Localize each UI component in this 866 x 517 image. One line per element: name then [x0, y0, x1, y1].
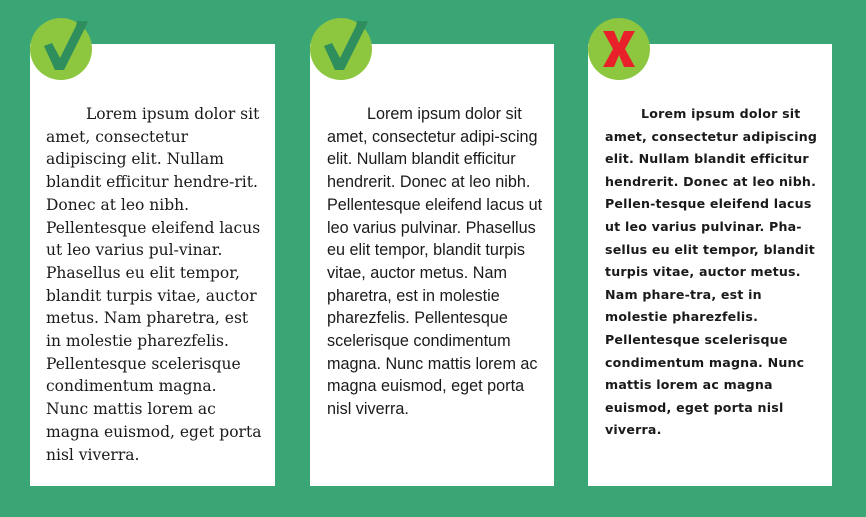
- text-panel-display: [588, 44, 832, 486]
- check-badge: [310, 18, 372, 80]
- text-panel-serif: [30, 44, 275, 486]
- cross-badge: [588, 18, 650, 80]
- check-icon: [30, 18, 92, 80]
- check-icon: [310, 18, 372, 80]
- cross-icon: [588, 18, 650, 80]
- sample-paragraph: Lorem ipsum dolor sit amet, consectetur adipi-scing elit. Nullam blandit efficitur hendrerit. Donec at leo nibh. Pellentesque eleifend lacus ut leo varius pulvinar. Phasellus eu elit tempor, blandit turpis vitae, auctor metus. Nam pharetra, est in molestie pharezfelis. Pellentesque scelerisque condimentum magna. Nunc mattis lorem ac magna euismod, eget porta nisl viverra.: [327, 105, 543, 419]
- sample-paragraph: Lorem ipsum dolor sit amet, consectetur adipiscing elit. Nullam blandit efficitur hendre-rit. Donec at leo nibh. Pellentesque eleifend lacus ut leo varius pul-vinar. Phasellus eu elit tempor, blandit turpis vitae, auctor metus. Nam pharetra, est in molestie pharezfelis. Pellentesque scelerisque condimentum magna. Nunc mattis lorem ac magna euismod, eget porta nisl viverra.: [46, 105, 262, 464]
- check-badge: [30, 18, 92, 80]
- sample-paragraph: Lorem ipsum dolor sit amet, consectetur adipiscing elit. Nullam blandit efficitur hendrerit. Donec at leo nibh. Pellen-tesque eleifend lacus ut leo varius pulvinar. Pha-sellus eu elit tempor, blandit turpis vitae, auctor metus. Nam phare-tra, est in molestie pharezfelis. Pellentesque scelerisque condimentum magna. Nunc mattis lorem ac magna euismod, eget porta nisl viverra.: [605, 106, 818, 438]
- text-panel-sans: [310, 44, 554, 486]
